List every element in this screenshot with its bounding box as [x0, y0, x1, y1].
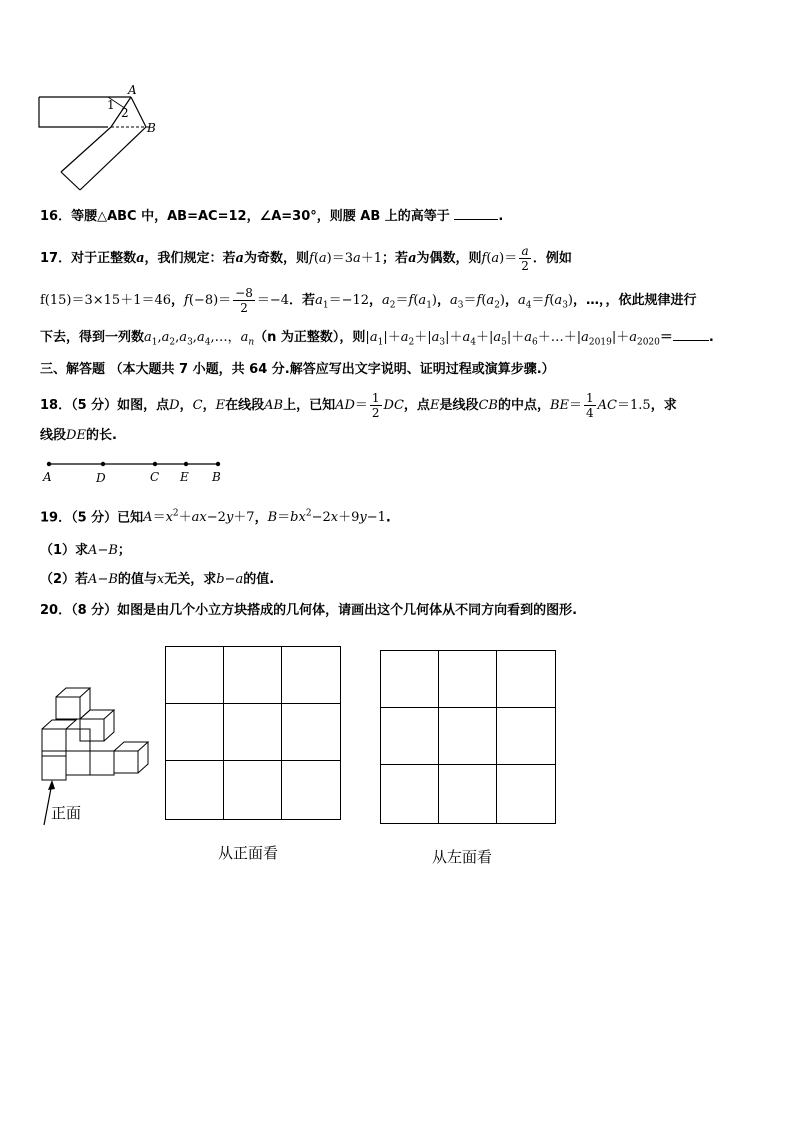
svg-text:A: A	[43, 470, 52, 484]
question-20: 20．（8 分）如图是由几个小立方块搭成的几何体，请画出这个几何体从不同方向看到的图形.	[40, 603, 578, 618]
point-e	[184, 462, 188, 466]
svg-text:D: D	[96, 471, 106, 485]
segment-figure	[38, 455, 238, 489]
left-view-grid[interactable]	[380, 650, 556, 824]
svg-text:E: E	[180, 470, 189, 484]
point-a	[47, 462, 51, 466]
answer-blank	[454, 207, 498, 220]
label-b: B	[147, 121, 156, 135]
point-b	[216, 462, 220, 466]
folded-strip-figure	[36, 84, 166, 194]
point-c	[153, 462, 157, 466]
question-17-line3: 下去，得到一列数$a_1,a_2,a_3,a_4,\dots$，$a_n(n$ 为正整数），则$|a_1|+a_2+|a_3|+a_4+|a_5|+a_6+\dots+|a_{2019}|+a_{2020}=$ .	[40, 330, 714, 348]
svg-text:B: B	[212, 470, 221, 484]
question-18-line1: 18．（5 分）如图，点D，C，E在线段AB上，已知AD＝ $\frac{1}{2}$ DC，点E是线段CB的中点，BE＝ $\frac{1}{4}$ AC＝1.5，求	[40, 391, 677, 420]
question-17-line1: 17．对于正整数a，我们规定：若a为奇数，则f(a)＝3a＋1；若a为偶数，则f(a)＝ $\frac{a}{2}$ ．例如	[40, 244, 572, 273]
front-label: 正面	[51, 804, 82, 822]
question-18-line2: 线段DE的长.	[40, 428, 117, 443]
point-d	[101, 462, 105, 466]
angle-1-label: 1	[107, 98, 115, 112]
question-19-part1: （1）求A−B；	[40, 543, 131, 558]
question-19-part2: （2）若A−B的值与x无关，求b−a的值.	[40, 572, 275, 587]
question-16: 16．等腰△ABC 中，AB=AC=12，∠A=30°，则腰 AB 上的高等于 .	[40, 209, 504, 224]
angle-2-label: 2	[121, 106, 129, 120]
section-heading: 三、解答题 （本大题共 7 小题，共 64 分.解答应写出文字说明、证明过程或演算步骤.）	[40, 362, 555, 377]
svg-text:C: C	[150, 470, 160, 484]
caption-front-view: 从正面看	[218, 844, 279, 862]
front-view-grid[interactable]	[165, 646, 341, 820]
question-17-line2: f(15)＝3×15＋1＝46，f(−8)＝ $\frac{-8}{2}$ ＝−4．若$a_1=-12$，$a_2=f(a_1)$，$a_3=f(a_2)$，$a_4=f(a_3)$，…，，依此规律进行	[40, 286, 697, 315]
caption-left-view: 从左面看	[432, 848, 493, 866]
label-a: A	[128, 84, 137, 97]
question-19: 19．（5 分）已知$A=x^2+ax-2y+7$，$B=bx^2-2x+9y-1$.	[40, 509, 391, 526]
